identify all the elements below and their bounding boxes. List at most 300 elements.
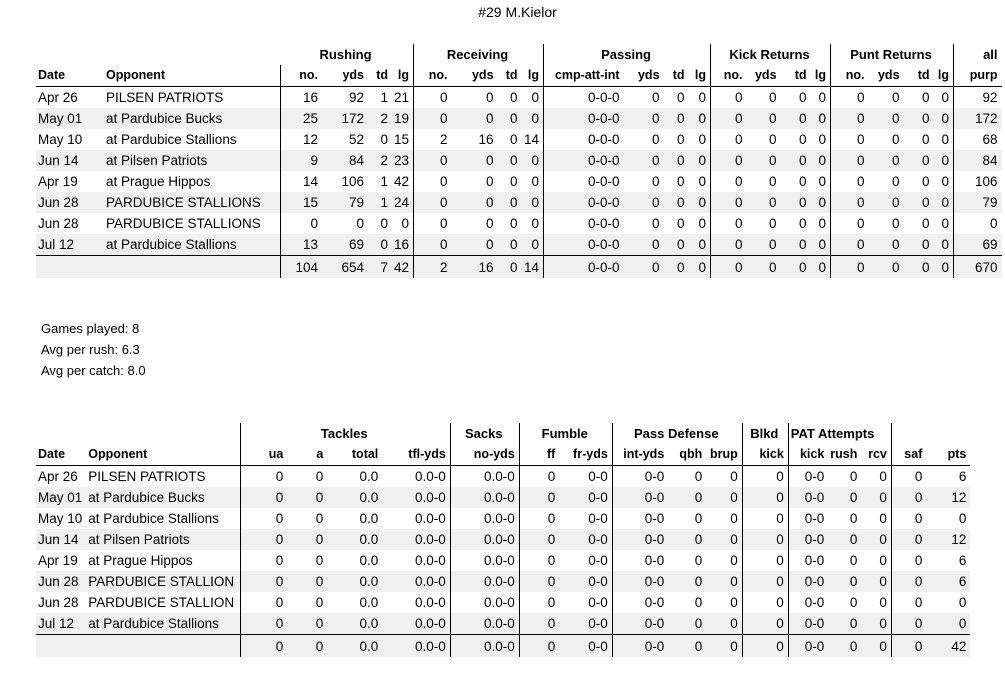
stat-cell: 0 [742,550,788,571]
stat-cell: 0-0 [788,571,828,592]
stat-cell: 0-0 [559,571,612,592]
stat-cell: 0 [547,595,556,610]
stat-cell: 42 [392,256,414,279]
stat-cell: 0-0 [644,511,665,526]
stat-cell: 0.0-0 [450,635,519,658]
stat-cell: 12 [302,132,318,147]
stat-cell: 670 [954,256,1002,279]
stat-cell: 0 [677,132,685,147]
col-header: td [498,65,522,87]
stat-cell: 0 [914,553,923,568]
table-row [36,129,1002,150]
stat-cell: 0 [519,613,559,635]
stat-cell: 0 [769,132,777,147]
stat-cell: 0 [861,550,891,571]
stat-cell: PARDUBICE STALLIONS [104,192,280,213]
stat-cell: 0 [849,553,858,568]
stat-cell: 0 [677,174,685,189]
stat-cell: 69 [322,234,368,256]
stat-cell: 2 [440,132,448,147]
stat-cell: 0 [522,150,544,171]
stat-cell: 0 [934,256,954,279]
stat-cell: May 10 [38,132,83,147]
totals-row [36,256,1002,279]
stat-cell: at Pardubice Stallions [86,613,240,635]
stat-cell: 0-0 [644,469,665,484]
stat-cell: 0 [828,487,861,508]
stat-cell: 16 [302,90,318,105]
col-header: fr-yds [559,444,612,466]
stat-cell: 0 [811,171,831,192]
group-fumble: Fumble [519,423,612,444]
stat-cell: 0 [510,132,518,147]
stat-cell: 0 [861,613,891,635]
stat-cell: Apr 19 [38,174,78,189]
col-header: purp [954,65,1002,87]
games-played: Games played: 8 [41,321,140,336]
col-header: Date [36,444,86,466]
col-header: int-yds [612,444,668,466]
stat-cell: 0 [904,108,934,129]
stat-cell: 0 [769,90,777,105]
stat-cell: 106 [975,174,998,189]
stat-cell: 0.0-0 [450,466,519,488]
stat-cell: 79 [322,192,368,213]
stat-cell: 0 [664,234,689,256]
stat-cell: 0.0 [359,511,379,526]
stat-cell: 0-0 [559,529,612,550]
col-header: yds [747,65,781,87]
stat-cell: 6 [926,571,970,592]
stat-cell: 0-0-0 [588,132,620,147]
stat-cell: 0 [668,571,706,592]
stat-cell: 0 [781,150,811,171]
stat-cell [86,635,240,658]
stat-cell [104,256,280,279]
stat-cell: 0 [706,466,742,488]
stat-cell: 0 [486,90,494,105]
stat-cell: 0 [934,192,954,213]
stat-cell: 0.0 [327,635,382,658]
stat-cell: 0-0 [788,613,828,635]
stat-cell: 0 [892,216,900,231]
stat-cell: 0 [689,192,711,213]
stat-cell: 0-0-0 [588,90,620,105]
avg-per-catch: Avg per catch: 8.0 [41,363,146,378]
stat-cell: 1 [380,174,388,189]
group-tackles: Tackles [240,423,450,444]
stat-cell: 0 [781,192,811,213]
stat-cell: 0 [652,132,660,147]
stat-cell: 0.0-0 [450,550,519,571]
stat-cell: 0 [711,192,747,213]
stat-cell: 1 [368,192,392,213]
stat-cell: 0 [934,108,954,129]
stat-cell: Jun 14 [36,150,104,171]
stat-cell: 0 [891,529,926,550]
stat-cell: 0 [958,511,967,526]
col-header: yds [452,65,498,87]
stat-cell: 0 [287,635,327,658]
stat-cell: 0-0 [559,466,612,488]
stat-cell: 0 [452,234,498,256]
stat-cell: 0 [914,469,923,484]
stat-cell: 0 [742,613,788,635]
stat-cell: 0-0-0 [544,192,624,213]
stat-cell: 19 [392,108,414,129]
stat-cell: 0 [857,174,865,189]
stat-cell: 0-0 [788,529,828,550]
stat-cell: 0 [861,487,891,508]
stat-cell: 0 [861,592,891,613]
offense-rows [36,87,1002,279]
stat-cell: 0.0-0 [382,508,450,529]
stat-cell: 106 [341,174,364,189]
col-header: no. [831,65,869,87]
stat-cell: 0 [742,466,788,488]
stat-cell: 0 [706,571,742,592]
col-header: kick [788,444,828,466]
stat-cell: 2 [368,150,392,171]
stat-cell: at Prague Hippos [104,171,280,192]
stat-cell: 16 [452,256,498,279]
stat-cell: 0 [547,511,556,526]
stat-cell: 0 [811,108,831,129]
group-punt-returns: Punt Returns [831,44,954,65]
stat-cell: 23 [392,150,414,171]
stat-cell: PARDUBICE STALLIONS [104,213,280,234]
stat-cell: 0 [934,234,954,256]
stat-cell: 0 [811,87,831,109]
stat-cell: 0 [240,571,287,592]
stat-cell: 0 [811,234,831,256]
col-header: no-yds [450,444,519,466]
table-row [36,87,1002,109]
stat-cell: 0 [668,487,706,508]
stat-cell: 84 [322,150,368,171]
defense-group-row [36,423,970,444]
stat-cell: 0-0 [612,529,668,550]
stat-cell: 0 [849,511,858,526]
stat-cell: 0 [664,150,689,171]
stat-cell: 0 [414,108,452,129]
stat-cell: 172 [322,108,368,129]
col-header: yds [869,65,904,87]
stat-cell: 0 [828,529,861,550]
stat-cell: 0 [689,108,711,129]
stat-cell: 2 [414,256,452,279]
stat-cell: 0 [828,613,861,635]
stat-cell: 6 [958,553,967,568]
defense-rows [36,466,970,658]
stat-cell: 0 [689,234,711,256]
stat-cell: 0.0 [359,595,379,610]
stat-cell: 0 [440,174,448,189]
col-header: rcv [861,444,891,466]
stat-cell: 0 [892,132,900,147]
stat-cell: 0 [498,108,522,129]
stat-cell: 0 [522,234,544,256]
stat-cell: 0-0-0 [544,150,624,171]
stat-cell: 0 [747,150,781,171]
col-header: td [368,65,392,87]
stat-cell: 0 [934,213,954,234]
col-header: tfl-yds [382,444,450,466]
stat-cell: 0 [892,90,900,105]
stat-cell: 0 [240,529,287,550]
stat-cell: May 10 [38,511,83,526]
col-header: pts [926,444,970,466]
stat-cell: 0.0-0 [450,529,519,550]
stat-cell: 0-0 [559,508,612,529]
table-row [36,150,1002,171]
stat-cell: 0 [522,213,544,234]
stat-cell: 0 [735,132,743,147]
stat-cell: 0 [519,635,559,658]
stat-cell: PILSEN PATRIOTS [104,87,280,109]
group-kick-returns: Kick Returns [711,44,831,65]
stat-cell: 92 [348,90,364,105]
col-header: ua [240,444,287,466]
stat-cell: 0 [742,571,788,592]
stat-cell: 0-0-0 [544,234,624,256]
group-pat-attempts: PAT Attempts [788,423,891,444]
stat-cell: 0.0-0 [382,635,450,658]
stat-cell: May 01 [36,108,104,129]
stat-cell: 69 [954,234,1002,256]
stat-cell: 0 [414,234,452,256]
stat-cell: 654 [322,256,368,279]
stat-cell: 0 [711,108,747,129]
stat-cell: 0 [315,553,324,568]
col-header: yds [322,65,368,87]
stat-cell: PILSEN PATRIOTS [86,466,240,488]
stat-cell: 0.0-0 [450,592,519,613]
stat-cell: 0 [781,108,811,129]
stat-cell: May 01 [36,487,86,508]
stat-cell: at Pardubice Stallions [104,129,280,150]
stat-cell: 0 [849,595,858,610]
stat-cell: 0 [799,216,807,231]
stat-cell: 0-0-0 [544,108,624,129]
stat-cell: 42 [392,171,414,192]
col-header: lg [934,65,954,87]
stat-cell: 0-0-0 [588,174,620,189]
col-header: td [781,65,811,87]
col-header: Date [36,65,104,87]
stat-cell: Apr 26 [38,469,78,484]
stat-cell: 0 [861,571,891,592]
stat-cell: 0 [711,150,747,171]
group-pass-defense: Pass Defense [612,423,742,444]
stat-cell: 52 [348,132,364,147]
stat-cell: 15 [392,129,414,150]
stat-cell: 0.0 [327,487,382,508]
col-header: kick [742,444,788,466]
stat-cell: 0 [869,108,904,129]
stat-cell: 0 [747,256,781,279]
stat-cell: 0 [904,150,934,171]
table-row [36,466,970,488]
stat-cell: 0 [275,553,284,568]
stat-cell: 0 [861,635,891,658]
stat-cell: 7 [368,256,392,279]
stat-cell: 0-0 [804,553,825,568]
col-header: brup [706,444,742,466]
stat-cell: 0 [356,216,364,231]
col-header: Opponent [104,65,280,87]
stat-cell: 0.0-0 [382,592,450,613]
col-header: rush [828,444,861,466]
stat-cell: 0 [811,129,831,150]
stat-cell: 0 [799,174,807,189]
table-row [36,571,970,592]
stat-cell: at Prague Hippos [86,550,240,571]
stat-cell: at Pilsen Patriots [86,529,240,550]
stat-cell: 0 [275,469,284,484]
stat-cell: 0 [664,256,689,279]
col-header: ff [519,444,559,466]
stat-cell: 0 [315,595,324,610]
table-row [36,550,970,571]
stat-cell: 0 [769,174,777,189]
group-rushing: Rushing [280,44,414,65]
stat-cell: 0 [240,487,287,508]
group-passing: Passing [544,44,711,65]
stat-cell: 0 [414,150,452,171]
stat-cell: 6 [958,469,967,484]
stat-cell: 0 [706,529,742,550]
stat-cell: 0 [747,192,781,213]
stat-cell: 0 [904,192,934,213]
stat-cell: 0 [287,487,327,508]
stat-cell: 0 [769,216,777,231]
stat-cell: 0 [958,595,967,610]
stat-cell: 0 [828,571,861,592]
stat-cell: 0 [287,529,327,550]
stat-cell: 16 [392,234,414,256]
stat-cell: 0 [857,90,865,105]
stat-cell: 0 [689,87,711,109]
stat-cell: Apr 19 [38,553,78,568]
stat-cell: PARDUBICE STALLION [86,592,240,613]
table-row [36,192,1002,213]
stat-cell: at Pardubice Stallions [86,508,240,529]
stat-cell: 0 [869,192,904,213]
stat-cell: 0 [922,90,930,105]
stat-cell: 0 [519,571,559,592]
offense-column-header-row [36,65,1002,87]
stat-cell: 0 [677,216,685,231]
stat-cell: 0 [861,529,891,550]
stat-cell: 21 [392,87,414,109]
stat-cell: 0-0 [559,635,612,658]
stat-cell: 0-0 [644,595,665,610]
avg-per-rush: Avg per rush: 6.3 [41,342,140,357]
col-header: lg [522,65,544,87]
stat-cell: 0 [547,469,556,484]
stat-cell: 0 [831,192,869,213]
stat-cell: 0 [891,487,926,508]
col-header: yds [624,65,664,87]
stat-cell: 0 [861,466,891,488]
stat-cell: 0 [857,132,865,147]
stat-cell: 0-0 [612,571,668,592]
stat-cell: 0 [380,132,388,147]
stat-cell: 0 [799,132,807,147]
stat-cell: 0 [510,174,518,189]
stat-cell: 0 [735,216,743,231]
table-row [36,487,970,508]
stat-cell: 92 [982,90,998,105]
stat-cell: 0 [706,487,742,508]
stat-cell: 0 [498,234,522,256]
stat-cell: Apr 26 [38,90,78,105]
stat-cell: 0 [828,635,861,658]
stat-cell: 0-0 [559,613,612,635]
stat-cell: at Pardubice Bucks [86,487,240,508]
stat-cell: 0 [831,256,869,279]
stat-cell: 0 [694,511,703,526]
stat-cell: 0 [861,508,891,529]
table-row [36,171,1002,192]
stat-cell: 0 [452,108,498,129]
offense-group-row [36,44,1002,65]
stat-cell: 0.0-0 [382,571,450,592]
stat-cell: 13 [280,234,322,256]
stat-cell: 0 [781,256,811,279]
stat-cell: 0 [275,595,284,610]
stat-cell: 0 [689,150,711,171]
stat-cell: 0 [498,192,522,213]
stat-cell: 0 [486,174,494,189]
stat-cell: 0-0 [559,487,612,508]
stat-cell: 0 [934,150,954,171]
stat-cell: 0 [811,192,831,213]
stat-cell: 0 [522,108,544,129]
stat-cell: 0 [287,613,327,635]
stat-cell: 0 [934,171,954,192]
stat-cell: 0 [742,592,788,613]
stat-cell: 0.0 [359,469,379,484]
stat-cell: 0 [519,487,559,508]
stat-cell: 0 [689,129,711,150]
stat-cell: 0 [747,108,781,129]
stat-cell: 0 [811,150,831,171]
stat-cell: 0-0 [612,613,668,635]
stat-cell: 0 [694,469,703,484]
totals-row [36,635,970,658]
stat-cell: 0 [440,216,448,231]
stat-cell: 0 [677,90,685,105]
stat-cell: 0 [849,469,858,484]
stat-cell: 0 [922,174,930,189]
stat-cell: Jul 12 [36,234,104,256]
stat-cell: 0 [904,234,934,256]
defense-column-header-row [36,444,970,466]
table-row [36,529,970,550]
stat-cell: 0 [310,216,318,231]
stat-cell [36,256,104,279]
stat-cell: 0 [742,529,788,550]
table-row [36,108,1002,129]
stat-cell: 0-0-0 [544,256,624,279]
stat-cell: 0 [315,511,324,526]
col-header: lg [689,65,711,87]
stat-cell: 0-0 [644,553,665,568]
stat-cell: 0 [240,635,287,658]
stat-cell: 0 [522,87,544,109]
